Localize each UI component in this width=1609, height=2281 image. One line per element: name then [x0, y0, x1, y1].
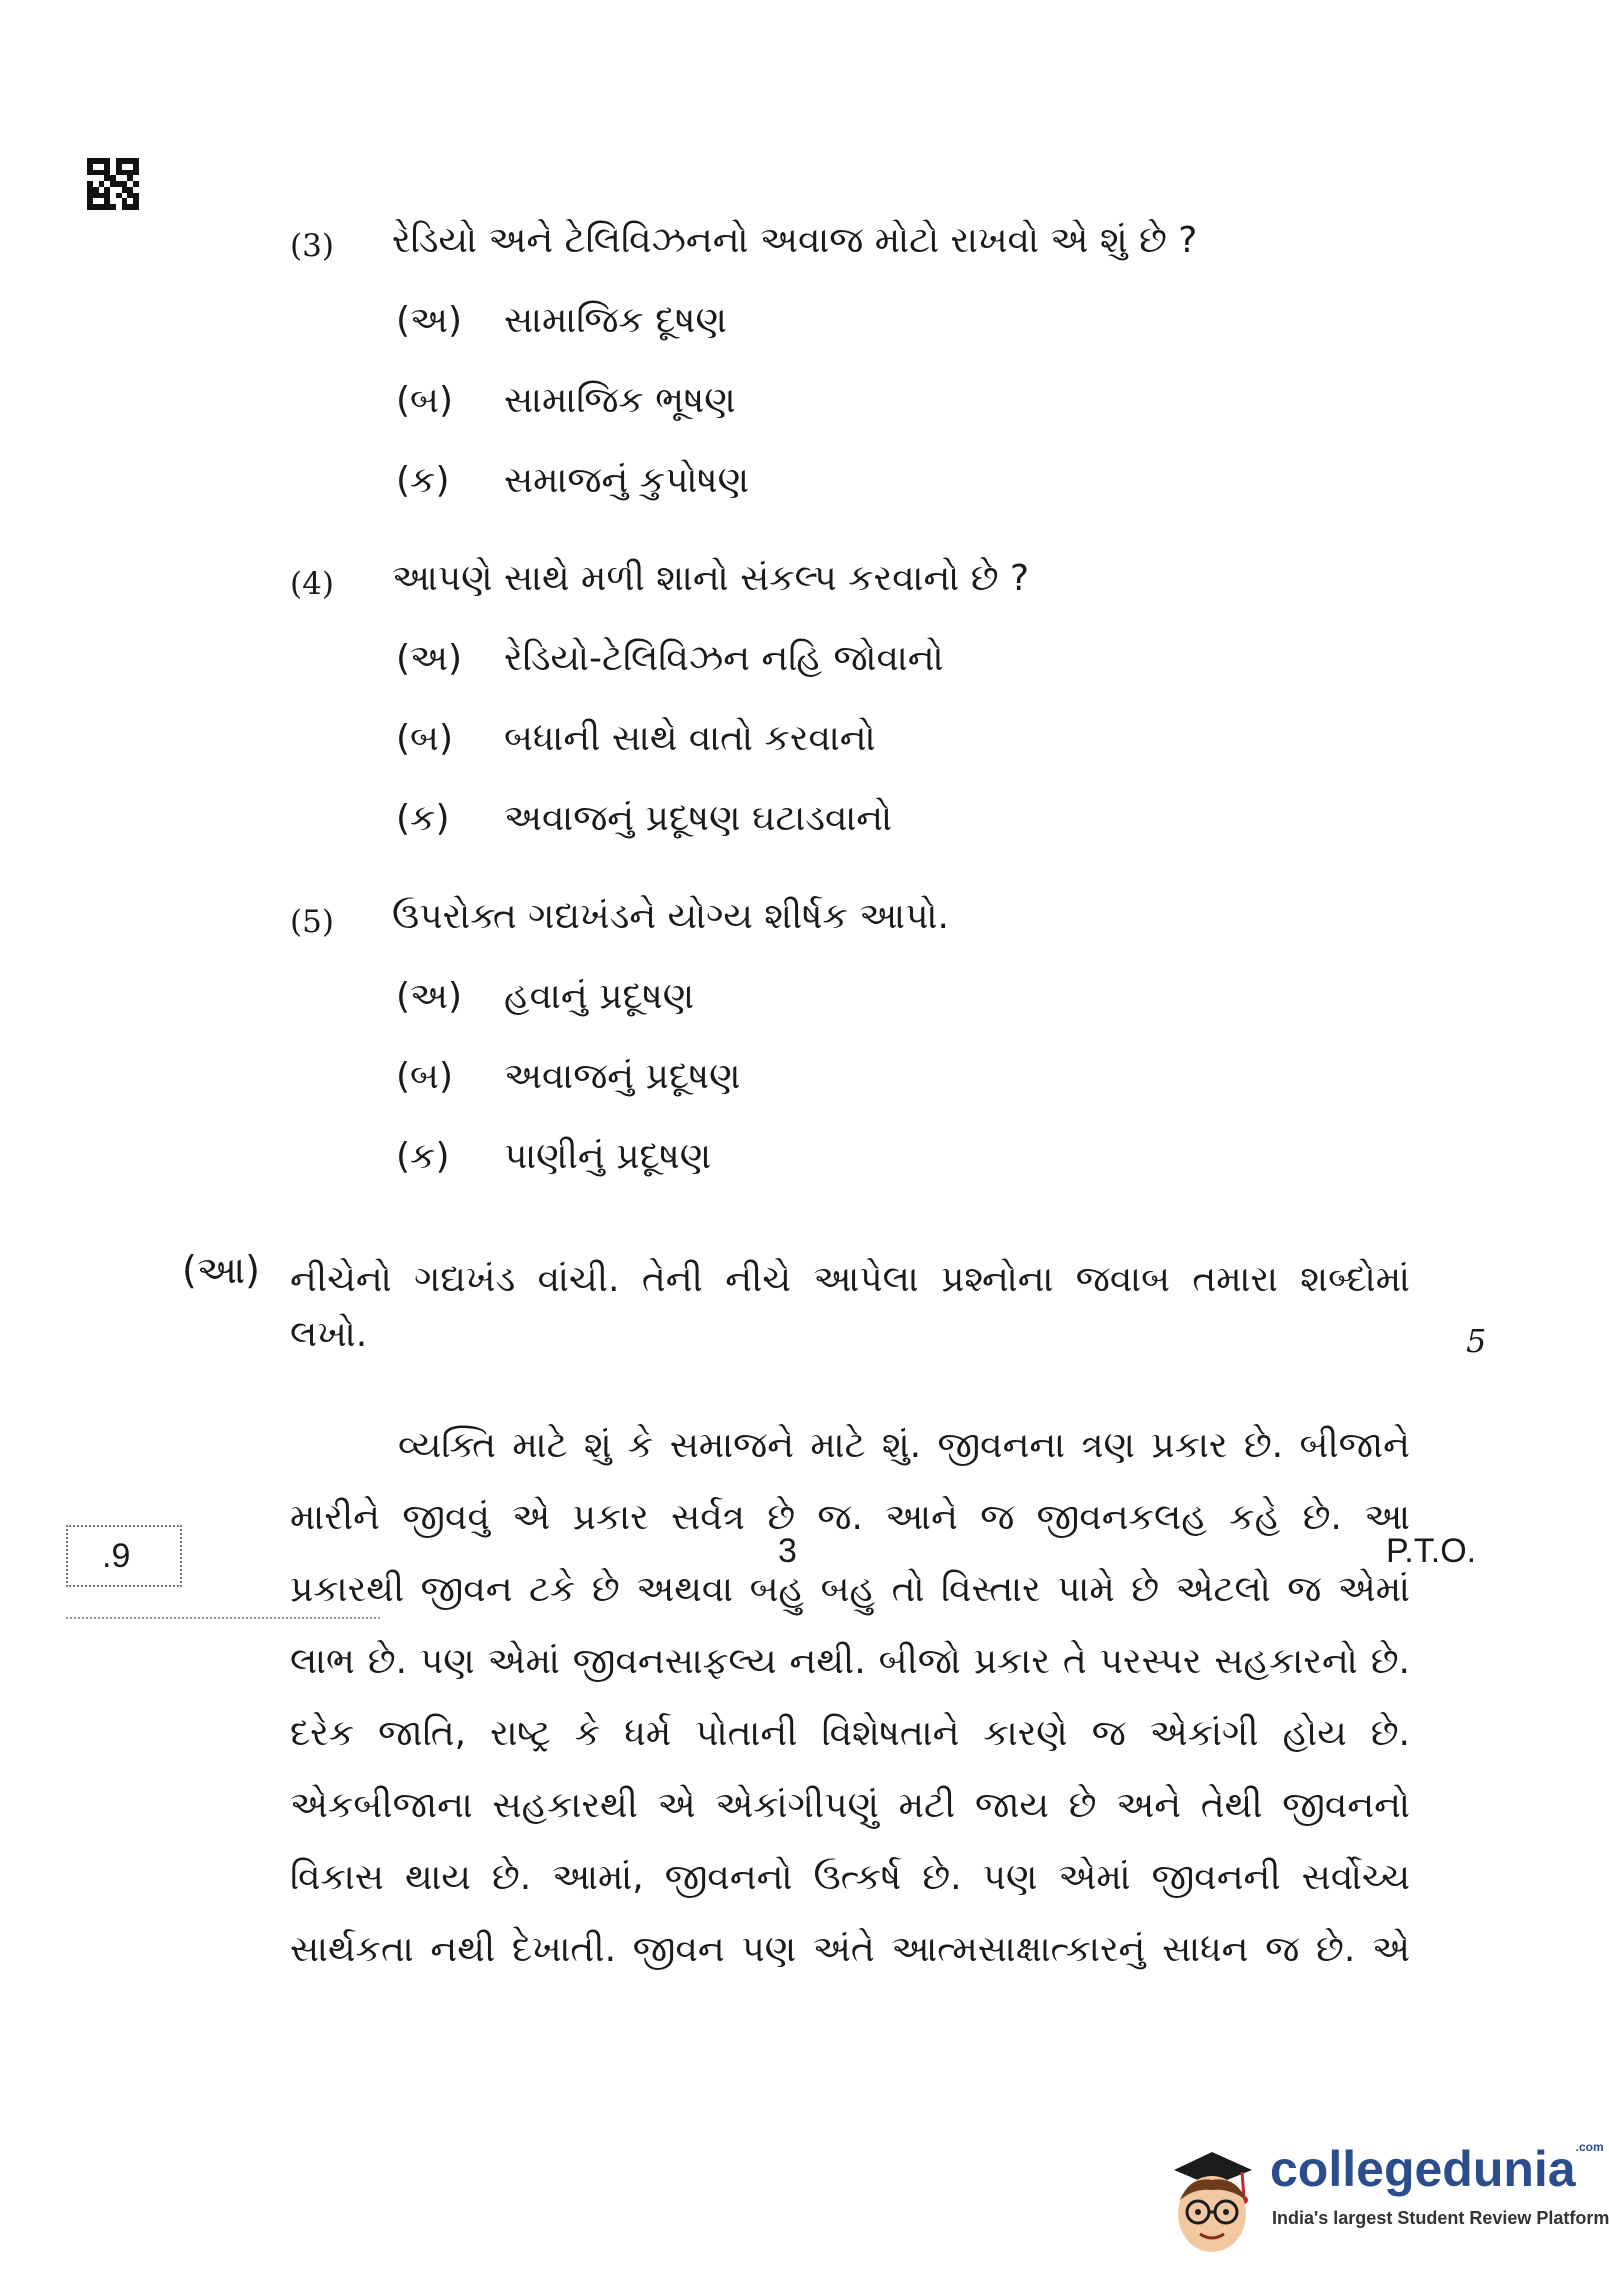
passage	[290, 1410, 1410, 1986]
passage-line: દરેક જાતિ, રાષ્ટ્ર કે ધર્મ પોતાની વિશેષતાને કારણે જ એકાંગી હોય છે.	[290, 1713, 1410, 1754]
passage-line: વ્યક્તિ માટે શું કે સમાજને માટે શું. જીવનના ત્રણ પ્રકાર છે. બીજાને	[398, 1425, 1410, 1466]
option-mark: (અ)	[396, 638, 463, 679]
option-mark: (બ)	[396, 1056, 453, 1097]
option-mark: (બ)	[396, 380, 453, 421]
question-text: આપણે સાથે મળી શાનો સંકલ્પ કરવાનો છે ?	[392, 558, 1030, 599]
option-b	[396, 718, 876, 760]
option-mark: (બ)	[396, 718, 453, 759]
passage-line: એકબીજાના સહકારથી એ એકાંગીપણું મટી જાય છે અને તેથી જીવનનો	[290, 1785, 1410, 1826]
option-b	[396, 380, 736, 422]
option-c	[396, 798, 892, 840]
pto-label: P.T.O.	[1386, 1532, 1477, 1570]
option-a	[396, 976, 694, 1018]
passage-line: વિકાસ થાય છે. આમાં, જીવનનો ઉત્કર્ષ છે. પણ એમાં જીવનની સર્વોચ્ચ	[290, 1857, 1410, 1898]
passage-line: મારીને જીવવું એ પ્રકાર સર્વત્ર છે જ. આને જ જીવનકલહ કહે છે. આ	[290, 1497, 1410, 1538]
paper-code: .9	[66, 1525, 182, 1587]
option-b	[396, 1056, 741, 1098]
logo-name: collegedunia	[1270, 2141, 1576, 2197]
passage-line: પ્રકારથી જીવન ટકે છે અથવા બહુ બહુ તો વિસ્તાર પામે છે એટલો જ એમાં	[290, 1569, 1410, 1610]
option-mark: (ક)	[396, 460, 450, 501]
option-c	[396, 1136, 711, 1178]
option-mark: (ક)	[396, 1136, 450, 1177]
option-text: અવાજનું પ્રદૂષણ	[504, 1056, 741, 1097]
option-a	[396, 638, 944, 680]
option-text: રેડિયો-ટેલિવિઝન નહિ જોવાનો	[504, 638, 944, 679]
logo-dotcom: .com	[1575, 2140, 1604, 2154]
instruction-line: નીચેનો ગદ્યખંડ વાંચી. તેની નીચે આપેલા પ્રશ્નોના જવાબ તમારા શબ્દોમાં	[290, 1259, 1410, 1300]
passage-line: લાભ છે. પણ એમાં જીવનસાફલ્ય નથી. બીજો પ્રકાર તે પરસ્પર સહકારનો છે.	[290, 1641, 1410, 1682]
section-label: (આ)	[182, 1248, 260, 1292]
option-c	[396, 460, 749, 502]
logo-wordmark	[1270, 2140, 1604, 2198]
question-number: (3)	[290, 228, 334, 264]
passage-line: સાર્થકતા નથી દેખાતી. જીવન પણ અંતે આત્મસાક્ષાત્કારનું સાધન જ છે. એ	[290, 1929, 1410, 1970]
question-number: (4)	[290, 566, 334, 602]
option-text: સામાજિક ભૂષણ	[504, 380, 736, 421]
marks-label: 5	[1466, 1322, 1487, 1360]
option-text: પાણીનું પ્રદૂષણ	[504, 1136, 712, 1177]
logo-tagline: India's largest Student Review Platform	[1272, 2208, 1609, 2228]
page-number: 3	[778, 1532, 797, 1570]
option-text: બધાની સાથે વાતો કરવાનો	[504, 718, 876, 759]
option-text: સામાજિક દૂષણ	[504, 300, 727, 341]
question-text: રેડિયો અને ટેલિવિઝનનો અવાજ મોટો રાખવો એ શું છે ?	[392, 220, 1198, 261]
instruction-line: લખો.	[290, 1314, 368, 1355]
option-text: હવાનું પ્રદૂષણ	[504, 976, 695, 1017]
question-text: ઉપરોક્ત ગદ્યખંડને યોગ્ય શીર્ષક આપો.	[392, 896, 949, 937]
question-number: (5)	[290, 904, 334, 940]
qr-code-icon	[87, 158, 139, 210]
option-mark: (ક)	[396, 798, 450, 839]
option-text: સમાજનું કુપોષણ	[504, 460, 750, 501]
section-instruction	[290, 1244, 1410, 1316]
option-a	[396, 300, 727, 342]
collegedunia-watermark	[1160, 2140, 1609, 2260]
option-mark: (અ)	[396, 300, 463, 341]
option-text: અવાજનું પ્રદૂષણ ઘટાડવાનો	[504, 798, 893, 839]
option-mark: (અ)	[396, 976, 463, 1017]
mascot-icon	[1160, 2140, 1264, 2260]
dotted-divider	[66, 1617, 380, 1619]
